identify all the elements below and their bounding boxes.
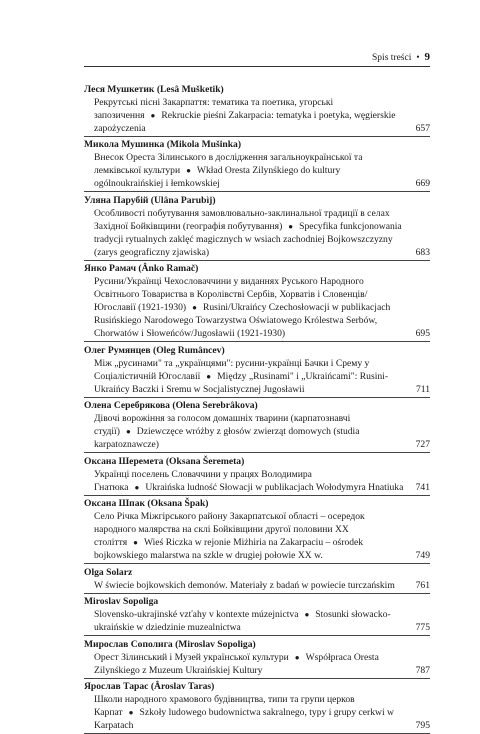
bullet-separator: ● — [206, 372, 211, 381]
entry-author: Леся Мушкетик (Lesâ Mušketik) — [84, 83, 430, 96]
entry-author: Miroslav Sopoliga — [84, 595, 430, 608]
entry-title-alt: Między „Rusinami" i „Ukraińcami": Rusini-Ukraińcy Baczki i Sremu w Socjalistycznej Jugosławii — [94, 371, 388, 395]
bullet-separator: ● — [192, 303, 197, 312]
entry-title-alt: Specyfika funkcjonowania tradycji rytualnych zaklęć magicznych w wsiach zachodniej Bojkowszczyzny (zarys geograficzny zjawiska) — [94, 221, 402, 258]
table-of-contents — [84, 81, 430, 734]
entry-title-main: Орест Зілинський і Музей української культури — [94, 652, 289, 663]
entry-titles — [94, 96, 404, 135]
entry-titles — [94, 207, 404, 259]
entry-body — [84, 468, 430, 494]
bullet-separator: ● — [304, 610, 309, 619]
entry-page-number: 775 — [416, 621, 430, 634]
bullet-separator: ● — [295, 653, 300, 662]
toc-entry[interactable] — [84, 496, 430, 565]
entry-title-main: W świecie bojkowskich demonów. Materiały z badań w powiecie turczańskim — [94, 580, 395, 591]
entry-body — [84, 510, 430, 562]
entry-titles — [94, 510, 404, 562]
running-header — [84, 51, 430, 67]
entry-page-number: 669 — [416, 177, 430, 190]
toc-entry[interactable] — [84, 192, 430, 261]
toc-entry[interactable] — [84, 137, 430, 193]
header-section-title: Spis treści — [372, 53, 411, 63]
toc-entry[interactable] — [84, 636, 430, 679]
bullet-separator: ● — [134, 483, 139, 492]
bullet-separator: ● — [186, 166, 191, 175]
entry-title-main: Школи народного храмового будівництва, типи та групи церков Карпат — [94, 694, 355, 718]
bullet-separator: ● — [126, 427, 131, 436]
entry-titles — [94, 579, 404, 592]
entry-title-main: Slovensko-ukrajinské vzťahy v kontexte múzejnictva — [94, 609, 298, 620]
entry-titles — [94, 651, 404, 677]
entry-page-number: 727 — [416, 438, 430, 451]
entry-title-main: Внесок Ореста Зілинського в дослідження загальноукраїнської та лемківської культури — [94, 152, 363, 176]
entry-title-alt: Rekruckie pieśni Zakarpacia: tematyka i poetyka, węgierskie zapożyczenia — [94, 110, 396, 134]
bullet-separator: ● — [288, 222, 293, 231]
entry-title-main: Між „русинами" та „українцями": русини-українці Бачки і Срему у Соціалістичній Югославії — [94, 358, 369, 382]
entry-page-number: 683 — [416, 246, 430, 259]
entry-title-main: Русини/Українці Чехословаччини у виданнях Руського Народного Освітнього Товариства в Королівстві Сербів, Хорватів і Словенців/Югославії (1921-1930) — [94, 276, 367, 313]
entry-title-alt: Dziewczęce wróżby z głosów zwierząt domowych (studia karpatoznawcze) — [94, 426, 359, 450]
entry-page-number: 657 — [416, 122, 430, 135]
entry-body — [84, 357, 430, 396]
toc-entry[interactable] — [84, 342, 430, 398]
entry-author: Янко Рамач (Ânko Ramač) — [84, 262, 430, 275]
entry-body — [84, 651, 430, 677]
entry-author: Оксана Шеремета (Oksana Šeremeta) — [84, 455, 430, 468]
bullet-separator: ● — [129, 708, 134, 717]
entry-body — [84, 96, 430, 135]
entry-title-alt: Szkoły ludowego budownictwa sakralnego, typy i grupy cerkwi w Karpatach — [94, 707, 394, 731]
entry-body — [84, 693, 430, 732]
entry-page-number: 795 — [416, 719, 430, 732]
entry-title-alt: Stosunki słowacko-ukraińskie w dziedzinie muzealnictwa — [94, 609, 391, 633]
entry-page-number: 711 — [416, 383, 430, 396]
entry-title-main: Дівочі ворожіння за голосом домашніх тварини (карпатознавчі студії) — [94, 413, 350, 437]
entry-page-number: 761 — [416, 579, 430, 592]
entry-author: Уляна Парубій (Ulâna Parubìj) — [84, 194, 430, 207]
entry-titles — [94, 693, 404, 732]
toc-entry[interactable] — [84, 261, 430, 343]
entry-author: Мирослав Сополига (Miroslav Sopoliga) — [84, 638, 430, 651]
entry-page-number: 695 — [416, 327, 430, 340]
entry-body — [84, 608, 430, 634]
entry-author: Микола Мушинка (Mikola Mušinka) — [84, 138, 430, 151]
entry-titles — [94, 275, 404, 340]
entry-title-alt: Wkład Oresta Zilynśkiego do kultury ogólnoukraińskiej i łemkowskiej — [94, 165, 340, 189]
entry-author: Олег Румянцев (Oleg Rumâncev) — [84, 344, 430, 357]
entry-title-main: Особливості побутування замовлювально-заклинальної традиції в селах Західної Бойківщини (географія побутування) — [94, 208, 390, 232]
entry-title-main: Село Річка Міжгірського району Закарпатської області – осередок народного малярства на склі Бойківщини другої половини ХХ століття — [94, 511, 365, 548]
toc-entry[interactable] — [84, 594, 430, 637]
entry-body — [84, 412, 430, 451]
header-page-number: 9 — [425, 51, 431, 63]
entry-author: Ярослав Тарас (Âroslav Taras) — [84, 680, 430, 693]
toc-entry[interactable] — [84, 453, 430, 496]
entry-author: Оксана Шпак (Oksana Špak) — [84, 497, 430, 510]
entry-body — [84, 275, 430, 340]
entry-title-alt: Ukraińska ludność Słowacji w publikacjach Wołodymyra Hnatiuka — [145, 482, 403, 493]
entry-title-main: Українці поселень Словаччини у працях Володимира Гнатюка — [94, 469, 312, 493]
entry-author: Олена Серебрякова (Olena Serebrâkova) — [84, 399, 430, 412]
toc-entry[interactable] — [84, 564, 430, 594]
entry-page-number: 749 — [416, 549, 430, 562]
entry-page-number: 787 — [416, 664, 430, 677]
toc-entry[interactable] — [84, 81, 430, 137]
bullet-separator: ● — [133, 538, 138, 547]
entry-titles — [94, 608, 404, 634]
toc-entry[interactable] — [84, 679, 430, 734]
entry-titles — [94, 151, 404, 190]
entry-titles — [94, 357, 404, 396]
entry-title-alt: Rusini/Ukraińcy Czechosłowacji w publikacjach Rusińskiego Narodowego Towarzystwa Oświatowego Królestwa Serbów, Chorwatów i Słoweńców/Jugosławii (1921-1930) — [94, 302, 390, 339]
entry-titles — [94, 468, 404, 494]
entry-title-alt: Wieś Riczka w rejonie Miżhiria na Zakarpaciu – ośrodek bojkowskiego malarstwa na szkle w drugiej połowie XX w. — [94, 537, 363, 561]
entry-title-main: Рекрутські пісні Закарпаття: тематика та поетика, угорські запозичення — [94, 97, 333, 121]
entry-titles — [94, 412, 404, 451]
entry-body — [84, 207, 430, 259]
toc-entry[interactable] — [84, 398, 430, 454]
entry-body — [84, 579, 430, 592]
header-separator: • — [416, 52, 419, 62]
entry-title-alt: Współpraca Oresta Zilynśkiego z Muzeum Ukraińskiej Kultury — [94, 652, 379, 676]
entry-page-number: 741 — [416, 481, 430, 494]
entry-body — [84, 151, 430, 190]
bullet-separator: ● — [151, 111, 156, 120]
entry-author: Olga Solarz — [84, 566, 430, 579]
